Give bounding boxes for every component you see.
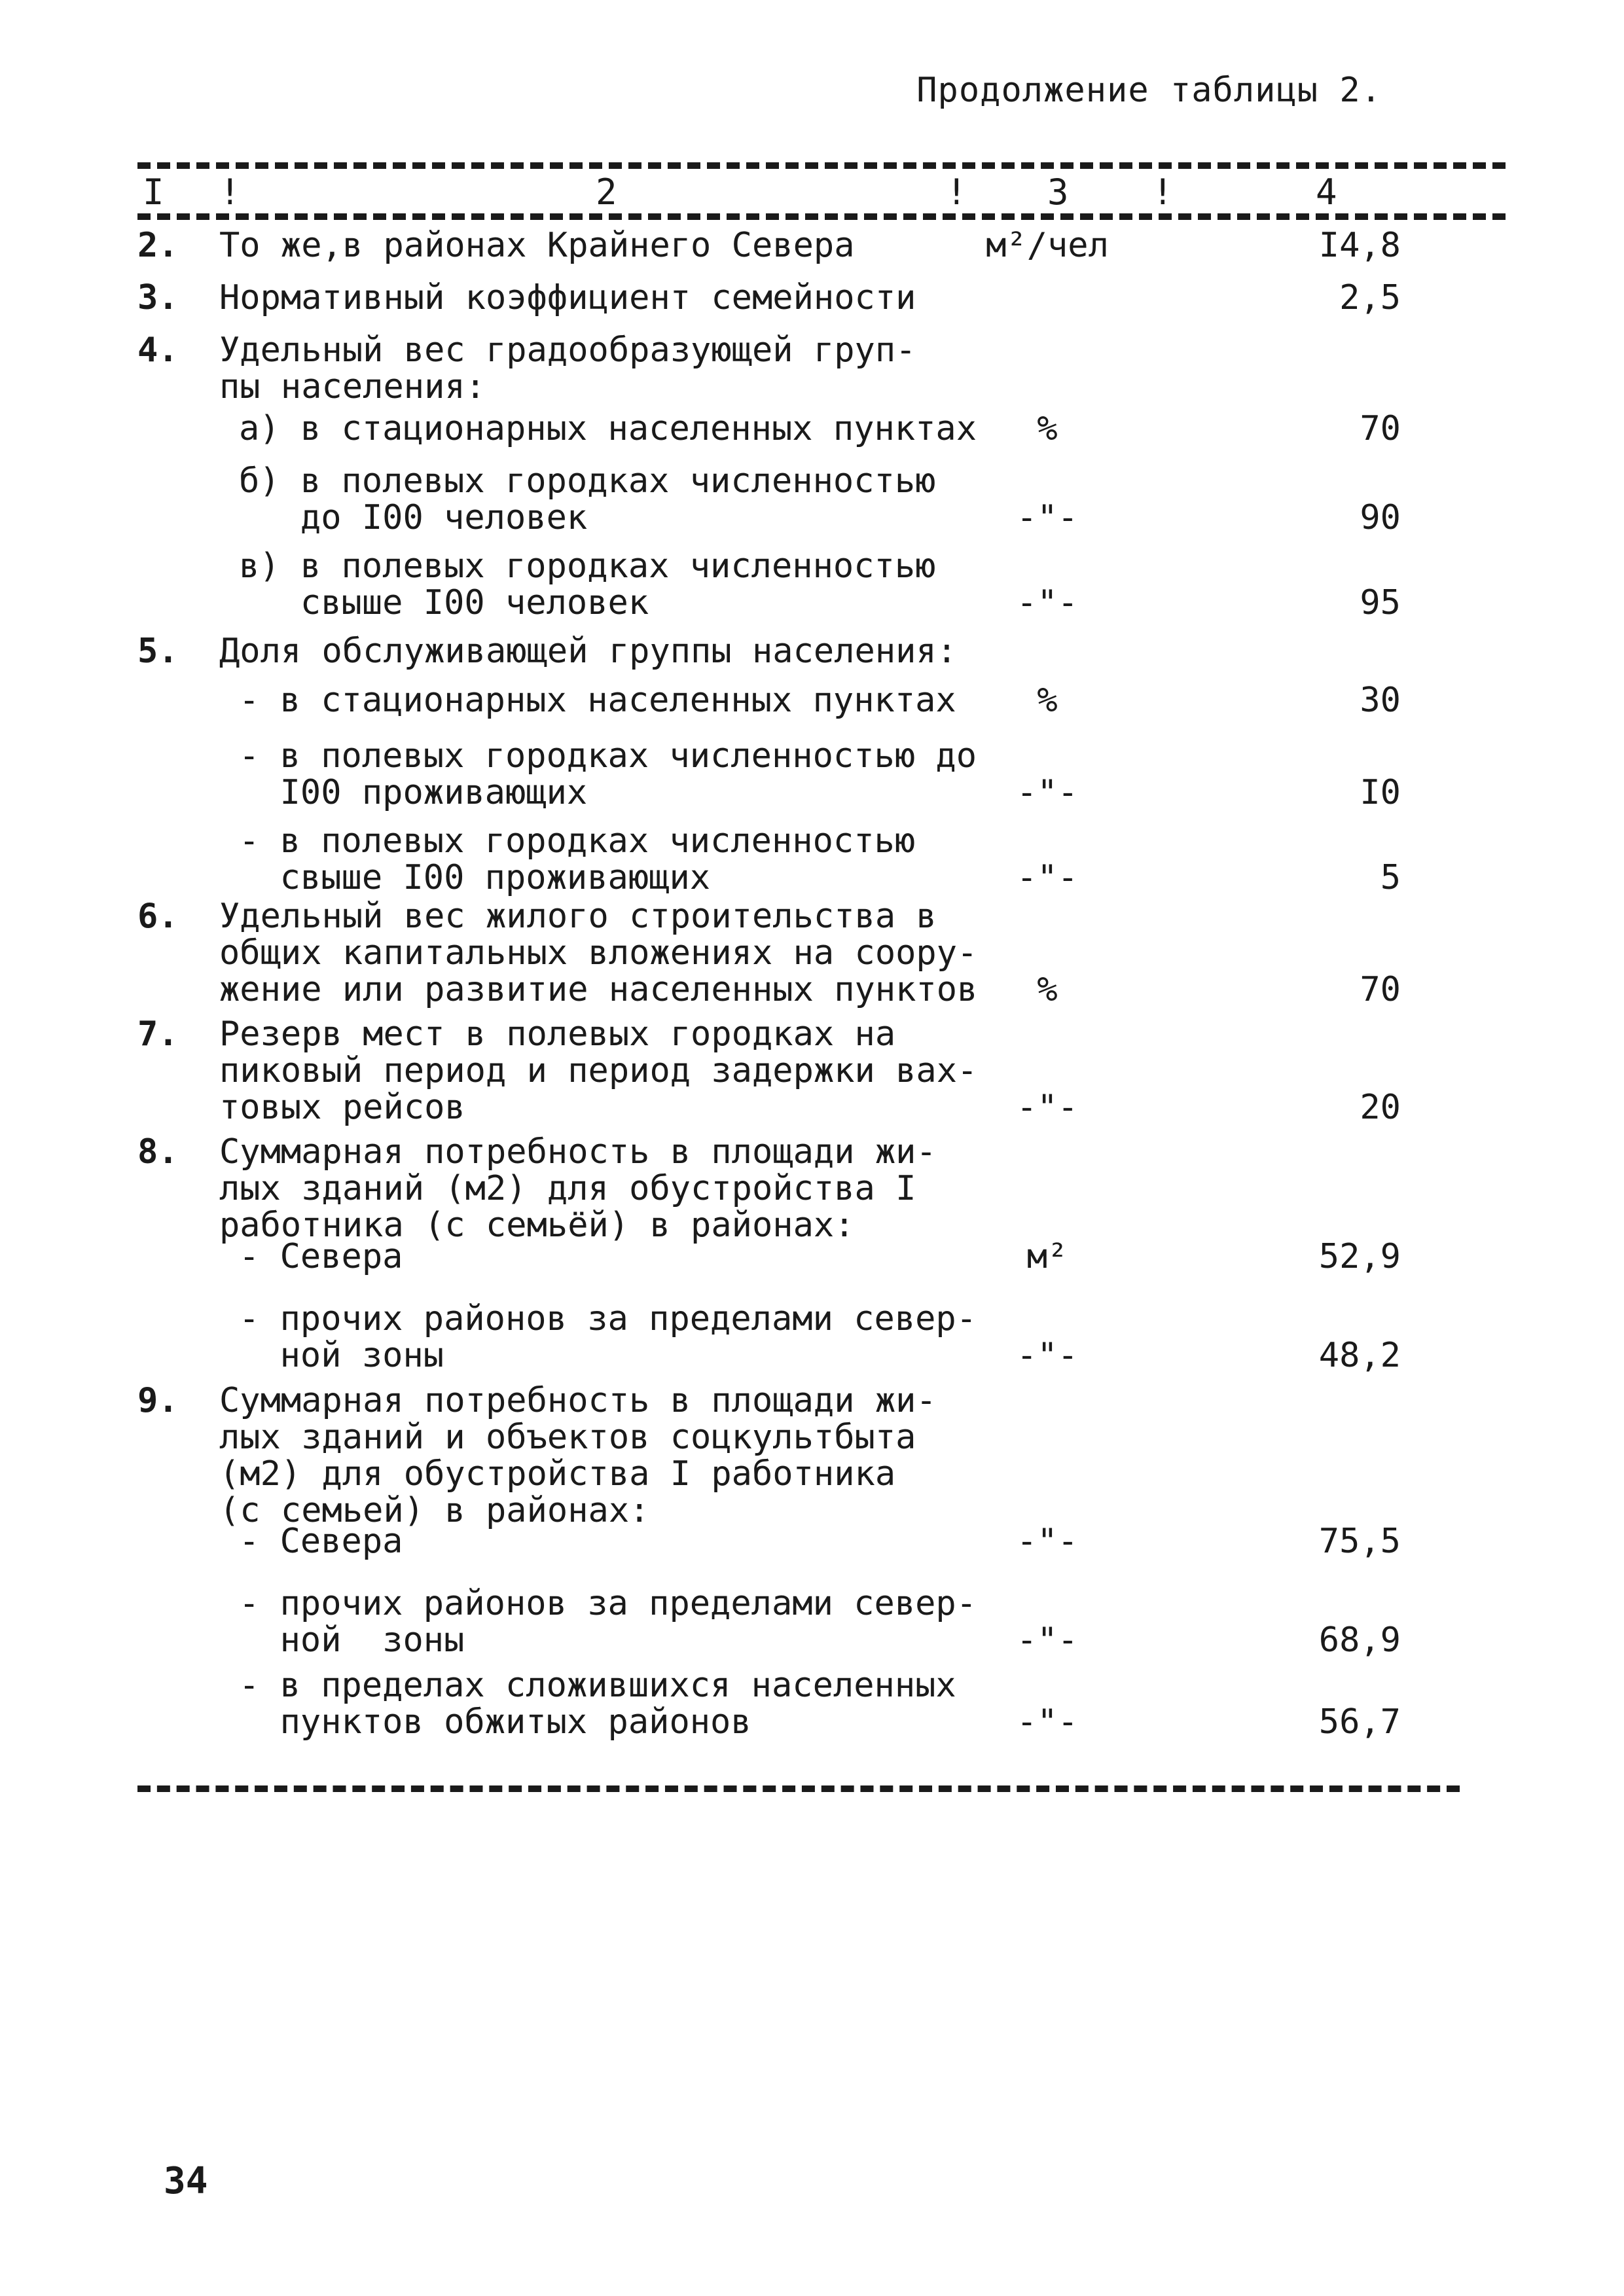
row-value: 52,9 (1318, 1237, 1401, 1276)
row-text-line: Доля обслуживающей группы населения: (219, 632, 958, 671)
row-text-line: Нормативный коэффициент семейности (219, 278, 916, 317)
row-text-line: пунктов обжитых районов (239, 1702, 751, 1742)
row-unit: % (1037, 970, 1058, 1009)
header-bottom-rule (137, 213, 1506, 220)
row-unit: % (1037, 681, 1058, 720)
row-text-line: свыше I00 человек (239, 583, 649, 622)
row-number: 7. (137, 1014, 179, 1054)
row-text-line: до I00 человек (239, 498, 588, 537)
row-text-line: а) в стационарных населенных пунктах (239, 409, 977, 448)
table-caption: Продолжение таблицы 2. (916, 71, 1382, 110)
row-text-line: жение или развитие населенных пунктов (219, 970, 978, 1009)
row-text-line: - прочих районов за пределами север- (239, 1584, 977, 1623)
row-text-line: - Севера (239, 1522, 403, 1561)
row-text-line: ной зоны (239, 1621, 465, 1660)
row-number: 4. (137, 331, 179, 370)
row-text-line: пы населения: (219, 367, 486, 406)
row-unit: м²/чел (986, 226, 1109, 265)
header-separator: ! (219, 171, 241, 213)
header-separator: ! (946, 171, 967, 213)
table-bottom-rule (137, 1785, 1460, 1792)
row-text-line: - прочих районов за пределами север- (239, 1299, 977, 1338)
row-value: 95 (1360, 583, 1401, 622)
header-col-4: 4 (1316, 171, 1337, 213)
header-col-2: 2 (596, 171, 617, 213)
header-top-rule (137, 162, 1506, 169)
row-text-line: То же,в районах Крайнего Севера (219, 226, 855, 265)
row-text-line: общих капитальных вложениях на соору- (219, 933, 978, 973)
row-text-line: - Севера (239, 1237, 403, 1276)
row-text-line: свыше I00 проживающих (239, 858, 711, 897)
row-text-line: - в стационарных населенных пунктах (239, 681, 956, 720)
row-value: 56,7 (1318, 1702, 1401, 1742)
row-unit: -"- (1017, 1702, 1078, 1742)
row-text-line: Резерв мест в полевых городках на (219, 1014, 896, 1054)
row-value: 90 (1360, 498, 1401, 537)
row-value: I0 (1360, 773, 1401, 812)
row-number: 5. (137, 632, 179, 671)
page-number: 34 (164, 2160, 208, 2202)
row-number: 8. (137, 1132, 179, 1172)
row-unit: -"- (1017, 1621, 1078, 1660)
row-text-line: - в полевых городках численностью до (239, 736, 977, 776)
row-value: I4,8 (1318, 226, 1401, 265)
row-unit: м² (1026, 1237, 1068, 1276)
row-value: 30 (1360, 681, 1401, 720)
row-text-line: - в полевых городках численностью (239, 821, 916, 861)
row-text-line: в) в полевых городках численностью (239, 547, 936, 586)
row-value: 70 (1360, 970, 1401, 1009)
row-text-line: товых рейсов (219, 1088, 465, 1127)
row-text-line: (с семьей) в районах: (219, 1491, 650, 1530)
row-text-line: I00 проживающих (239, 773, 588, 812)
row-text-line: - в пределах сложившихся населенных (239, 1666, 956, 1705)
row-text-line: Удельный вес жилого строительства в (219, 897, 937, 936)
row-value: 70 (1360, 409, 1401, 448)
row-unit: -"- (1017, 498, 1078, 537)
row-number: 2. (137, 226, 179, 265)
header-col-1: I (143, 171, 164, 213)
row-value: 20 (1360, 1088, 1401, 1127)
header-col-3: 3 (1047, 171, 1069, 213)
row-number: 3. (137, 278, 179, 317)
row-unit: -"- (1017, 1522, 1078, 1561)
row-text-line: работника (с семьёй) в районах: (219, 1206, 855, 1245)
row-value: 75,5 (1318, 1522, 1401, 1561)
row-text-line: лых зданий (м2) для обустройства I (219, 1169, 916, 1208)
row-value: 2,5 (1339, 278, 1401, 317)
row-text-line: Суммарная потребность в площади жи- (219, 1381, 937, 1420)
row-unit: -"- (1017, 583, 1078, 622)
row-unit: % (1037, 409, 1058, 448)
row-text-line: пиковый период и период задержки вах- (219, 1051, 978, 1090)
row-text-line: Удельный вес градообразующей груп- (219, 331, 916, 370)
row-number: 6. (137, 897, 179, 936)
row-text-line: б) в полевых городках численностью (239, 461, 936, 501)
row-value: 48,2 (1318, 1336, 1401, 1375)
row-unit: -"- (1017, 1336, 1078, 1375)
row-text-line: лых зданий и объектов соцкультбыта (219, 1418, 916, 1457)
row-value: 5 (1380, 858, 1401, 897)
row-value: 68,9 (1318, 1621, 1401, 1660)
row-text-line: (м2) для обустройства I работника (219, 1454, 896, 1494)
row-number: 9. (137, 1381, 179, 1420)
row-unit: -"- (1017, 1088, 1078, 1127)
row-unit: -"- (1017, 773, 1078, 812)
row-text-line: Суммарная потребность в площади жи- (219, 1132, 937, 1172)
header-separator: ! (1152, 171, 1174, 213)
row-unit: -"- (1017, 858, 1078, 897)
row-text-line: ной зоны (239, 1336, 444, 1375)
